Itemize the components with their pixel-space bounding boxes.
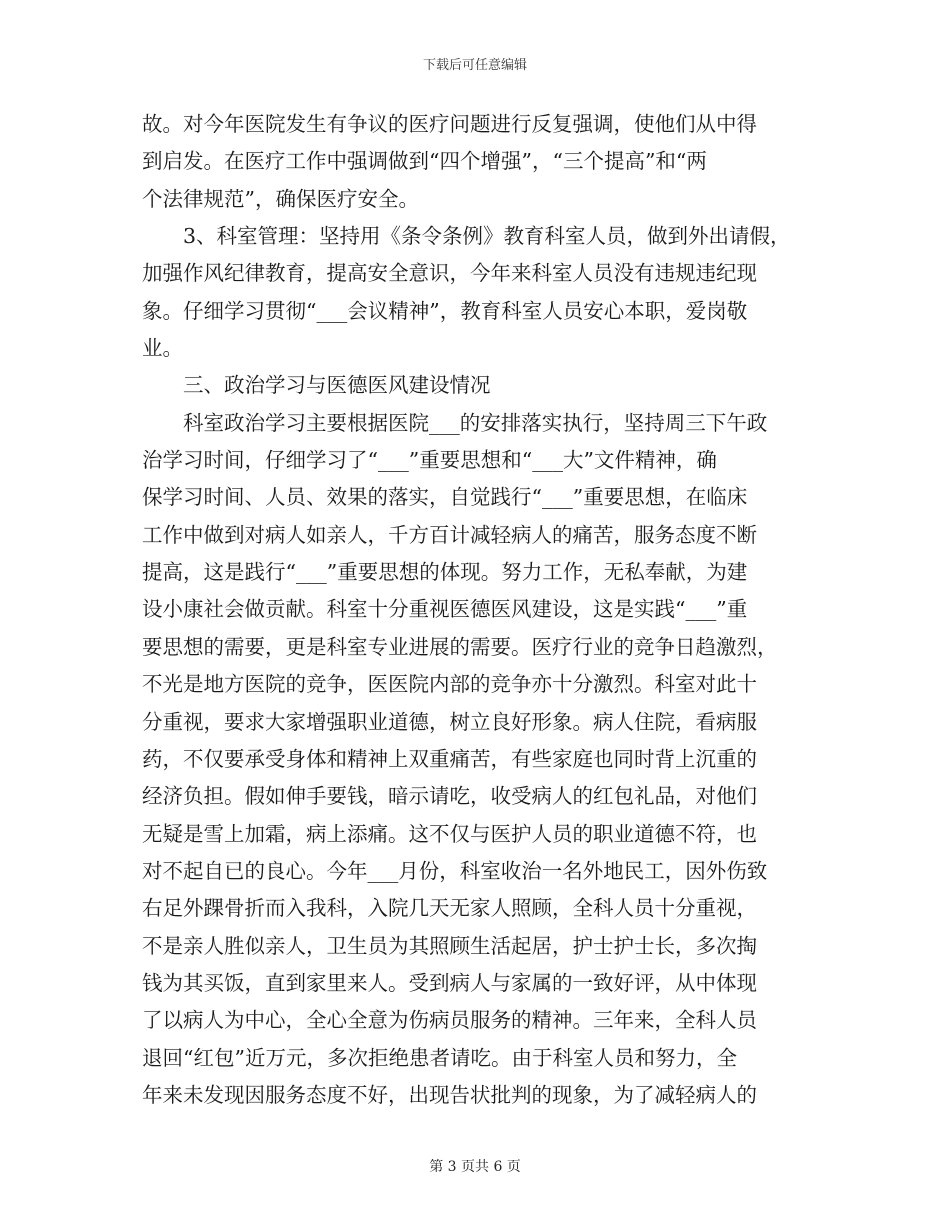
text-line: 要思想的需要，更是科室专业进展的需要。医疗行业的竞争日趋激烈， — [142, 634, 778, 659]
text-line: 经济负担。假如伸手要钱，暗示请吃，收受病人的红包礼品，对他们 — [142, 784, 757, 809]
text-line: 年来未发现因服务态度不好，出现告状批判的现象，为了减轻病人的 — [142, 1082, 757, 1107]
text-line: 保学习时间、人员、效果的落实，自觉践行“___”重要思想，在临床 — [142, 485, 748, 510]
text-line: 故。对今年医院发生有争议的医疗问题进行反复强调，使他们从中得 — [142, 112, 757, 136]
text-line: 钱为其买饭，直到家里来人。受到病人与家属的一致好评，从中体现 — [142, 970, 757, 995]
page-number: 第 3 页共 6 页 — [429, 1159, 521, 1175]
text-line: 不是亲人胜似亲人，卫生员为其照顾生活起居，护士护士长，多次掏 — [142, 933, 757, 958]
document-body — [142, 106, 810, 1114]
text-line: 无疑是雪上加霜，病上添痛。这不仅与医护人员的职业道德不符，也 — [142, 821, 757, 846]
text-line: 到启发。在医疗工作中强调做到“四个增强”，“三个提高”和“两 — [142, 149, 707, 174]
text-line: 业。 — [142, 336, 183, 361]
text-line: 药，不仅要承受身体和精神上双重痛苦，有些家庭也同时背上沉重的 — [142, 746, 757, 771]
section-heading: 三、政治学习与医德医风建设情况 — [183, 373, 491, 398]
text-line: 象。仔细学习贯彻“___会议精神”，教育科室人员安心本职，爱岗敬 — [142, 298, 748, 323]
text-line: 工作中做到对病人如亲人，千方百计减轻病人的痛苦，服务态度不断 — [142, 522, 757, 547]
text-line: 了以病人为中心，全心全意为伤病员服务的精神。三年来，全科人员 — [142, 1008, 757, 1033]
paragraph-start-line: 3、科室管理：坚持用《条令条例》教育科室人员，做到外出请假， — [183, 224, 791, 249]
paragraph-start-line: 科室政治学习主要根据医院___的安排落实执行，坚持周三下午政 — [183, 410, 768, 435]
text-line: 设小康社会做贡献。科室十分重视医德医风建设，这是实践“___”重 — [142, 597, 748, 622]
text-line: 分重视，要求大家增强职业道德，树立良好形象。病人住院，看病服 — [142, 709, 757, 734]
text-line: 个法律规范”，确保医疗安全。 — [142, 186, 419, 211]
text-line: 加强作风纪律教育，提高安全意识，今年来科室人员没有违规违纪现 — [142, 261, 757, 286]
text-line: 退回“红包”近万元，多次拒绝患者请吃。由于科室人员和努力，全 — [142, 1045, 737, 1070]
text-line: 不光是地方医院的竞争，医医院内部的竞争亦十分激烈。科室对此十 — [142, 672, 757, 697]
text-line: 治学习时间，仔细学习了“___”重要思想和“___大”文件精神，确 — [142, 448, 717, 473]
page-header: 下载后可任意编辑 — [422, 58, 527, 73]
text-line: 提高，这是践行“___”重要思想的体现。努力工作，无私奉献，为建 — [142, 560, 748, 585]
text-line: 对不起自已的良心。今年___月份，科室收治一名外地民工，因外伤致 — [142, 858, 768, 883]
text-line: 右足外踝骨折而入我科，入院几天无家人照顾，全科人员十分重视， — [142, 896, 757, 921]
